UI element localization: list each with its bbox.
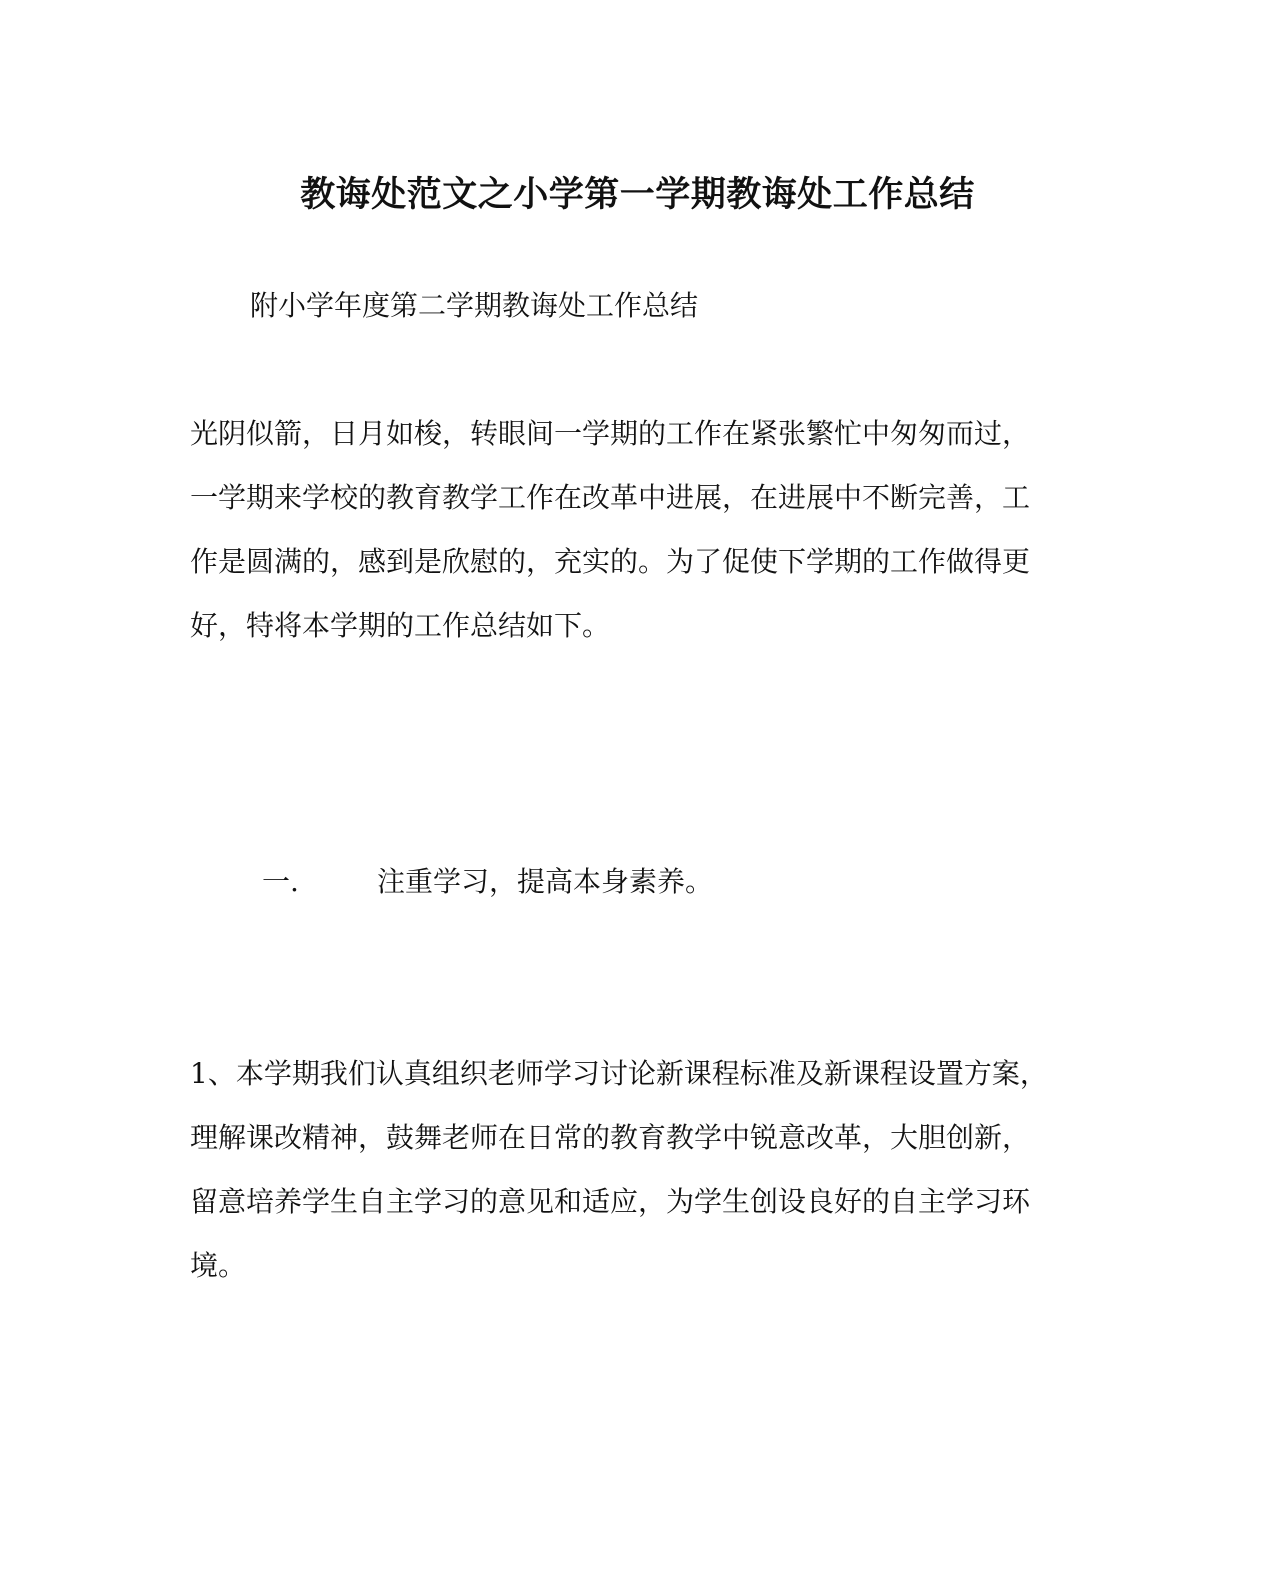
item1-line-1: 1、本学期我们认真组织老师学习讨论新课程标准及新课程设置方案， [190, 1057, 1048, 1090]
intro-line-3: 作是圆满的，感到是欣慰的，充实的。为了促使下学期的工作做得更 [190, 545, 1031, 578]
item1-line-2: 理解课改精神，鼓舞老师在日常的教育教学中锐意改革，大胆创新， [190, 1121, 1031, 1154]
section-heading: 注重学习，提高本身素养。 [377, 865, 714, 898]
section-number: 一. [262, 865, 299, 898]
intro-line-4: 好，特将本学期的工作总结如下。 [190, 609, 611, 642]
document-subtitle: 附小学年度第二学期教诲处工作总结 [250, 289, 699, 322]
document-title: 教诲处范文之小学第一学期教诲处工作总结 [300, 174, 975, 215]
intro-line-2: 一学期来学校的教育教学工作在改革中进展，在进展中不断完善，工 [190, 481, 1031, 514]
item1-line-4: 境。 [190, 1249, 247, 1282]
item1-line-3: 留意培养学生自主学习的意见和适应，为学生创设良好的自主学习环 [190, 1185, 1031, 1218]
intro-line-1: 光阴似箭，日月如梭，转眼间一学期的工作在紧张繁忙中匆匆而过， [190, 417, 1031, 450]
